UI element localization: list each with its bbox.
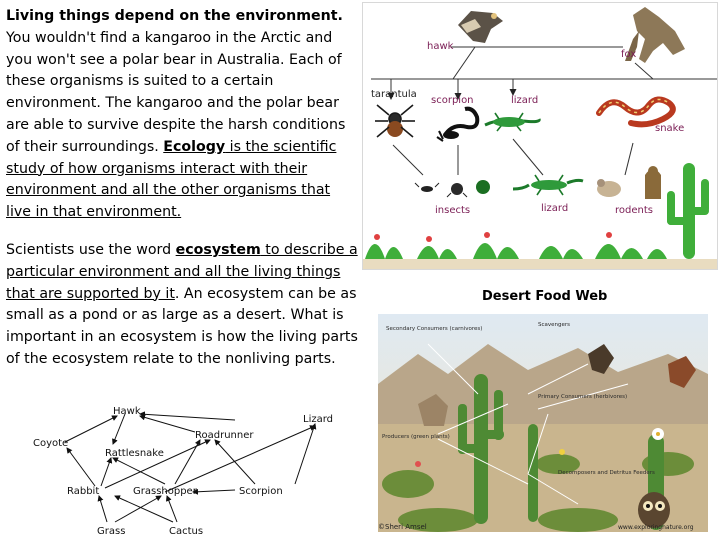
- decomposers-label: Decomposers and Detritus Feeders: [558, 470, 655, 476]
- credit-author: ©Sheri Amsel: [378, 523, 427, 531]
- desert-plants-row: [363, 232, 717, 269]
- desert-food-web-svg: [378, 314, 708, 532]
- node-coyote: Coyote: [33, 438, 69, 449]
- ecosystem-definition: to describe a particular environment and all the living things that are supported by it: [6, 241, 358, 302]
- secondary-consumers-label: Secondary Consumers (carnivores): [386, 326, 483, 332]
- insects-label: insects: [435, 205, 471, 216]
- desert-food-web-illustration: [378, 314, 708, 532]
- tarantula-label: tarantula: [371, 89, 417, 100]
- food-web-diagram: [25, 400, 345, 538]
- desert-food-web-title: Desert Food Web: [482, 289, 608, 304]
- insects-icon: [415, 180, 490, 197]
- ecosystem-term: ecosystem: [175, 241, 261, 258]
- tarantula-icon: [375, 105, 415, 137]
- paragraph-1-text: You wouldn't find a kangaroo in the Arctic and you won't see a polar bear in Australia. Each of these organisms is suited to a certain environment. The kangaroo and the polar bear are able to survive despite the harsh conditions of their surroundings.: [6, 29, 346, 155]
- rodents-icon: [597, 166, 661, 199]
- lizard-top-label: lizard: [511, 95, 539, 106]
- node-lizard: Lizard: [303, 414, 334, 425]
- body-text: [6, 6, 358, 371]
- primary-consumers-label: Primary Consumers (herbivores): [538, 394, 628, 400]
- food-chain-illustration: [362, 2, 718, 270]
- saguaro-cactus-icon: [667, 163, 709, 259]
- paragraph-1: [6, 6, 358, 224]
- lizard-bottom-icon: [513, 175, 583, 195]
- food-web-diagram-svg: [25, 400, 345, 538]
- hawk-icon: [458, 11, 503, 43]
- food-web-labels: [33, 406, 333, 537]
- scorpion-icon: [437, 109, 477, 141]
- food-web-links: [65, 414, 315, 522]
- hawk-label: hawk: [427, 41, 454, 52]
- paragraph-2-text: . An ecosystem can be as small as a pond or as large as a desert. What is important in an ecosystem is how the living parts of the ecosystem relate to the nonliving parts.: [6, 285, 358, 367]
- snake-label: snake: [655, 123, 685, 134]
- producers-label: Producers (green plants): [382, 434, 450, 440]
- food-chain-svg: [363, 3, 717, 269]
- scorpion-label: scorpion: [431, 95, 474, 106]
- link-fox-down: [635, 63, 653, 79]
- rodents-label: rodents: [615, 205, 653, 216]
- fox-label: fox: [621, 49, 637, 60]
- ecology-term: Ecology: [163, 138, 226, 155]
- node-grasshopper: Grasshopper: [133, 486, 197, 497]
- node-hawk: Hawk: [113, 406, 141, 417]
- lizard-bottom-label: lizard: [541, 203, 569, 214]
- link-tarantula-insects: [393, 145, 423, 175]
- link-lizard-lizard: [513, 139, 543, 175]
- node-grass: Grass: [97, 526, 126, 537]
- node-rabbit: Rabbit: [67, 486, 100, 497]
- node-rattlesnake: Rattlesnake: [105, 448, 164, 459]
- credit-website: www.exploringnature.org: [618, 524, 694, 531]
- paragraph-2: [6, 240, 358, 371]
- ecology-definition: is the scientific study of how organisms interact with their environment and all the other organisms that live in that environment.: [6, 138, 337, 221]
- lizard-top-icon: [485, 113, 539, 131]
- node-cactus: Cactus: [169, 526, 204, 537]
- node-roadrunner: Roadrunner: [195, 430, 254, 441]
- owl-icon: [638, 492, 670, 528]
- snake-icon: [599, 99, 673, 124]
- link-hawk-down: [453, 47, 475, 79]
- paragraph-1-heading: Living things depend on the environment.: [6, 8, 343, 24]
- node-scorpion: Scorpion: [239, 486, 283, 497]
- paragraph-2-intro: Scientists use the word: [6, 241, 176, 258]
- link-snake-rodents: [625, 143, 633, 175]
- scavengers-label: Scavengers: [538, 322, 571, 328]
